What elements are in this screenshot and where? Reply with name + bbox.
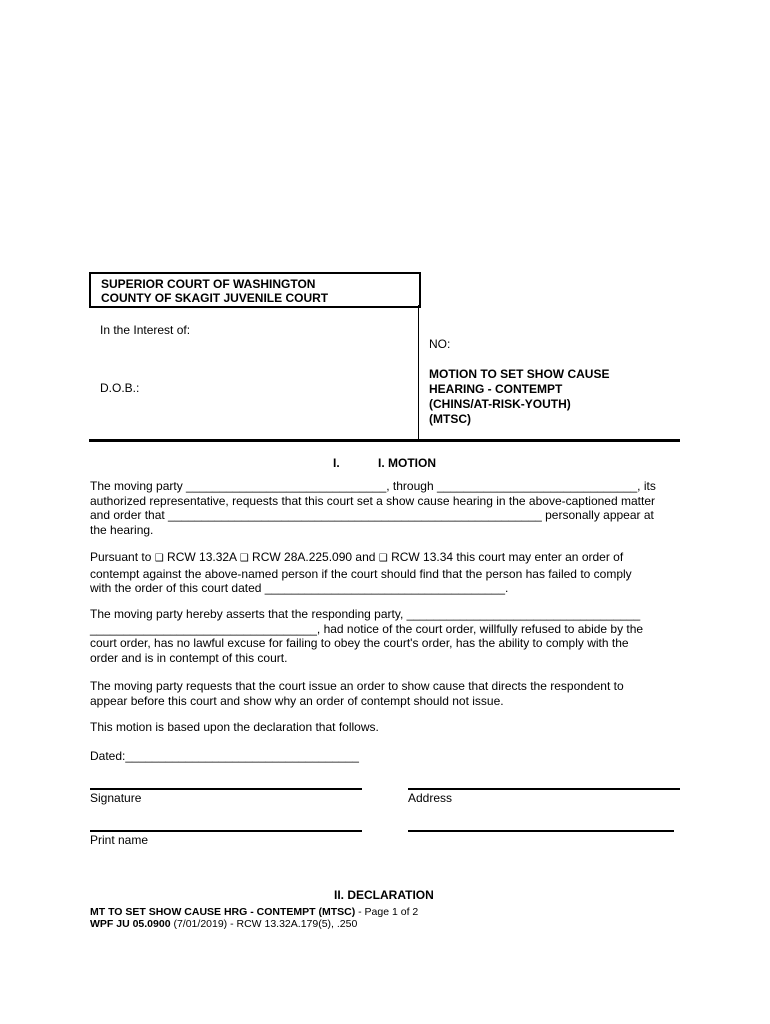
- footer-line-2: [90, 918, 418, 930]
- p1-line: The moving party ______________________________, through ______________________________, its: [90, 479, 656, 493]
- p2-line: with the order of this court dated ____________________________________.: [90, 581, 509, 595]
- address-line-2[interactable]: [408, 830, 674, 832]
- p4-line: appear before this court and show why an order of contempt should not issue.: [90, 693, 504, 708]
- caption-divider-vertical: [418, 305, 419, 440]
- motion-paragraph-2: [90, 550, 680, 596]
- p1-line: the hearing.: [90, 522, 154, 537]
- page-footer: [90, 906, 418, 930]
- p3-line: __________________________________, had notice of the court order, willfully refused to abide by the: [90, 621, 644, 636]
- section-ii-heading: II. DECLARATION: [334, 888, 434, 902]
- p3-line: The moving party hereby asserts that the responding party, ___________________________________: [90, 607, 641, 621]
- motion-paragraph-5: This motion is based upon the declaration that follows.: [90, 720, 379, 734]
- court-header-box: [89, 272, 421, 308]
- p1-line: authorized representative, requests that this court set a show cause hearing in the above-captioned matter: [90, 493, 655, 508]
- interest-label: In the Interest of:: [100, 323, 191, 337]
- signature-label: Signature: [90, 791, 142, 805]
- signature-line[interactable]: [90, 788, 362, 790]
- p3-line: order and is in contempt of this court.: [90, 650, 288, 665]
- footer-page-number: - Page 1 of 2: [355, 906, 419, 918]
- footer-form-date: (7/01/2019) - RCW 13.32A.179(5), .250: [170, 918, 358, 930]
- p2-line: contempt against the above-named person if the court should find that the person has failed to comply: [90, 566, 632, 581]
- dob-label: D.O.B.:: [100, 381, 140, 395]
- title-line-1: MOTION TO SET SHOW CAUSE: [429, 367, 610, 381]
- p1-line: and order that ________________________________________________________ personally appear at: [90, 508, 654, 522]
- print-name-label: Print name: [90, 833, 149, 847]
- p4-line: The moving party requests that the court issue an order to show cause that directs the respondent to: [90, 679, 624, 693]
- footer-line-1: [90, 906, 418, 918]
- rcw-13-34-checkbox-icon[interactable]: ❑: [378, 553, 388, 564]
- p2-option-3: RCW 13.34 this court may enter an order of: [387, 550, 624, 564]
- title-line-2: HEARING - CONTEMPT: [429, 382, 563, 396]
- title-line-4: (MTSC): [429, 412, 471, 426]
- rcw-13-32a-checkbox-icon[interactable]: ❑: [154, 553, 164, 564]
- dated-field[interactable]: Dated:___________________________________: [90, 749, 359, 763]
- title-line-3: (CHINS/AT-RISK-YOUTH): [429, 397, 571, 411]
- document-title: [429, 367, 609, 427]
- motion-paragraph-4: [90, 679, 680, 708]
- motion-paragraph-1: [90, 479, 680, 537]
- print-name-line[interactable]: [90, 830, 362, 832]
- p2-option-1: RCW 13.32A: [163, 550, 240, 564]
- section-i-numeral: I.: [333, 456, 340, 470]
- p2-line-1: [90, 550, 680, 567]
- court-name-line2: COUNTY OF SKAGIT JUVENILE COURT: [101, 291, 329, 305]
- address-label: Address: [408, 791, 453, 805]
- p2-option-2: RCW 28A.225.090 and: [248, 550, 379, 564]
- motion-paragraph-3: [90, 607, 680, 665]
- case-number-label: NO:: [429, 337, 451, 351]
- p3-line: court order, has no lawful excuse for failing to obey the court's order, has the ability to comply with the: [90, 636, 629, 650]
- footer-form-title: MT TO SET SHOW CAUSE HRG - CONTEMPT (MTSC): [90, 906, 356, 918]
- address-line[interactable]: [408, 788, 680, 790]
- court-name-line1: SUPERIOR COURT OF WASHINGTON: [101, 277, 316, 291]
- p2-prefix: Pursuant to: [90, 550, 155, 564]
- rcw-28a-checkbox-icon[interactable]: ❑: [239, 553, 249, 564]
- footer-form-number: WPF JU 05.0900: [90, 918, 171, 930]
- section-i-heading: I. MOTION: [378, 456, 436, 470]
- caption-divider-horizontal: [89, 439, 680, 442]
